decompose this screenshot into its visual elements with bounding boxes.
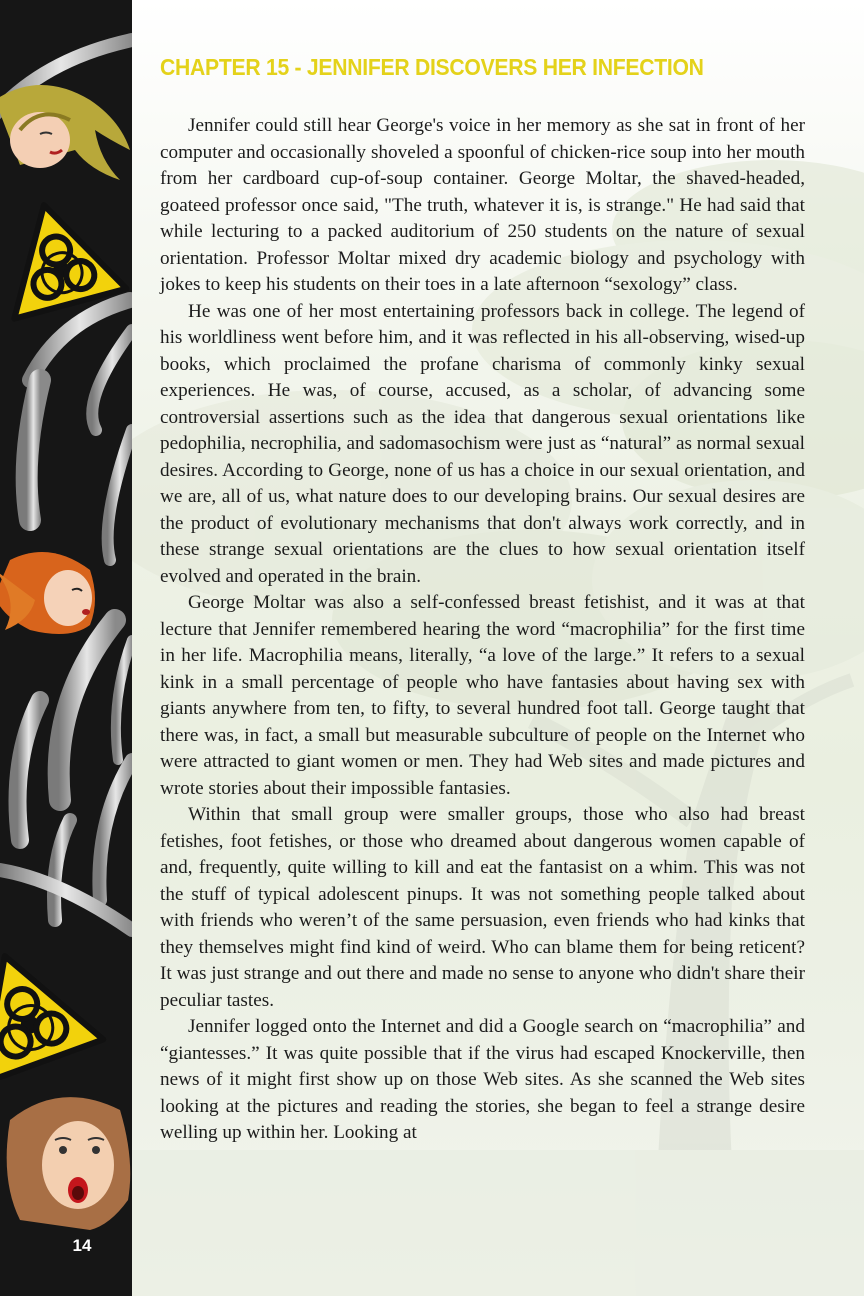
blonde-woman-face-icon (0, 85, 130, 180)
brunette-woman-screaming-face-icon (7, 1097, 131, 1230)
chapter-title: CHAPTER 15 - JENNIFER DISCOVERS HER INFECTION (160, 54, 704, 80)
paragraph: He was one of her most entertaining professors back in college. The legend of his worldliness went before him, and it was reflected in his all-observing, wised-up books, which proclaimed the profane charisma of commonly kinky sexual experiences. He was, of course, accused, as a scholar, of advancing some controversial assertions such as the idea that dangerous sexual orientations like pedophilia, necrophilia, and sadomasochism were just as “natural” as normal sexual desires. According to George, none of us has a choice in our sexual orientation, and we are, all of us, what nature does to our developing brains. Our sexual desires are the product of evolutionary mechanisms that don't always work correctly, and in these strange sexual orientations are the clues to how sexual orientation itself evolved and operated in the brain. (160, 300, 805, 587)
redhead-woman-face-icon (0, 552, 95, 634)
sidebar-decoration (0, 0, 132, 1296)
paragraph: Within that small group were smaller groups, those who also had breast fetishes, foot fetishes, or those who dreamed about dangerous women capable of and, frequently, quite willing to kill and eat the fantasist on a whim. This was not the stuff of typical adolescent pinups. It was not something people talked about with friends who weren’t of the same persuasion, even friends who had kinks that they themselves might find kind of weird. Who can blame them for being reticent? It was just strange and out there and made no sense to anyone who didn't share their peculiar tastes. (160, 804, 805, 1011)
body-text (160, 113, 805, 1147)
paragraph: Jennifer logged onto the Internet and did a Google search on “macrophilia” and “giantesses.” It was quite possible that if the virus had escaped Knockerville, then news of it might first show up on those Web sites. As she scanned the Web sites looking at the pictures and reading the stories, she began to feel a strange desire welling up within her. Looking at (160, 1016, 805, 1143)
page-content (132, 0, 864, 1296)
paragraph: George Moltar was also a self-confessed breast fetishist, and it was at that lecture that Jennifer remembered hearing the word “macrophilia” for the first time in her life. Macrophilia means, literally, “a love of the large.” It refers to a sexual kink in a small percentage of people who have fantasies about having sex with giants anywhere from ten, to fifty, to several hundred foot tall. George taught that there was, in fact, a small but measurable subculture of people on the Internet who were attracted to giant women or men. They had Web sites and made pictures and wrote stories about their impossible fantasies. (160, 592, 805, 799)
biohazard-sign-icon (0, 934, 103, 1083)
paragraph: Jennifer could still hear George's voice in her memory as she sat in front of her computer and occasionally shoveled a spoonful of chicken-rice soup into her mouth from her cardboard cup-of-soup container. George Moltar, the shaved-headed, goateed professor once said, "The truth, whatever it is, is strange." He had said that while lecturing to a packed auditorium of 250 students on the nature of sexual orientation. Professor Moltar mixed dry academic biology and psychology with jokes to keep his students on their toes in a late afternoon “sexology” class. (160, 115, 805, 295)
sidebar-art (0, 0, 132, 1296)
page-number: 14 (72, 1236, 92, 1255)
